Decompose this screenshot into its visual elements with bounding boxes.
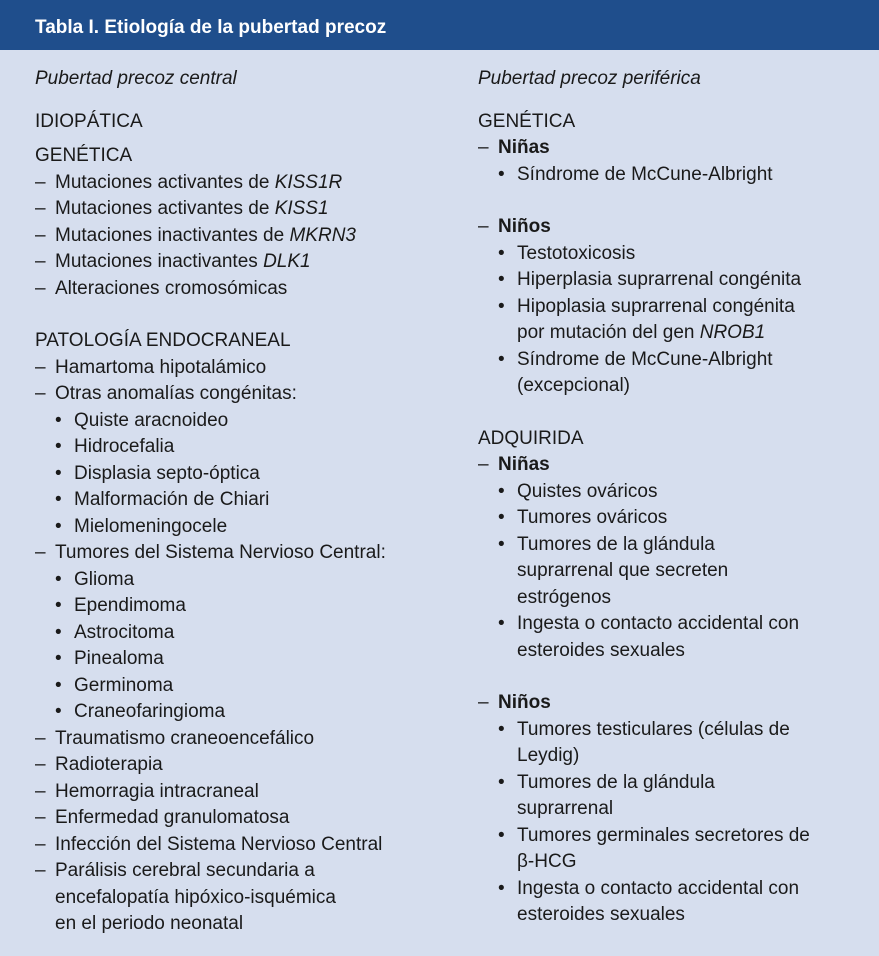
sub-list-item xyxy=(55,461,455,488)
item-text: Ependimoma xyxy=(74,595,186,616)
endocraneal-heading: PATOLOGÍA ENDOCRANEAL xyxy=(35,330,291,351)
sub-list-item xyxy=(55,646,455,673)
list-item xyxy=(35,752,455,779)
sub-list-item xyxy=(55,514,455,541)
bullet-mark: • xyxy=(498,771,505,793)
item-text-line: Ingesta o contacto accidental con xyxy=(517,877,800,899)
sub-list-item xyxy=(498,823,873,876)
list-item xyxy=(35,779,455,806)
dash-mark: – xyxy=(35,224,46,246)
item-text: Tumores del Sistema Nervioso Central: xyxy=(55,542,386,563)
item-text: Traumatismo craneoencefálico xyxy=(55,727,315,749)
item-text-line: β-HCG xyxy=(517,851,577,872)
sub-list-item xyxy=(55,699,455,726)
item-text-line: Síndrome de McCune-Albright xyxy=(517,348,773,370)
periferica-heading: Pubertad precoz periférica xyxy=(478,68,701,89)
item-text-line: en el periodo neonatal xyxy=(55,913,244,934)
item-text: Hidrocefalia xyxy=(74,436,175,457)
sub-list-item xyxy=(498,294,873,347)
endocraneal-list xyxy=(35,355,455,938)
bullet-mark: • xyxy=(55,648,62,669)
dash-mark: – xyxy=(35,251,46,272)
dash-mark: – xyxy=(35,780,46,802)
anomalias-sublist xyxy=(35,408,455,541)
list-item xyxy=(35,540,455,567)
item-text-line: suprarrenal que secreten xyxy=(517,560,729,581)
item-text: Astrocitoma xyxy=(74,621,175,643)
dash-mark: – xyxy=(35,383,46,404)
item-text-line: estrógenos xyxy=(517,586,612,608)
sub-list-item xyxy=(55,408,455,435)
genetica-ninos-sublist xyxy=(478,241,873,400)
item-text-line: Tumores ováricos xyxy=(517,507,668,528)
adquirida-ninas-sublist xyxy=(478,479,873,665)
item-text: Síndrome de McCune-Albright xyxy=(517,163,773,185)
sub-list-item xyxy=(55,620,455,647)
group-ninas xyxy=(478,135,873,162)
list-item xyxy=(35,726,455,753)
genetica-heading: GENÉTICA xyxy=(478,110,576,132)
sub-list-item xyxy=(498,479,873,506)
list-item xyxy=(35,196,455,223)
group-label: Niños xyxy=(498,216,551,237)
dash-mark: – xyxy=(35,727,46,749)
bullet-mark: • xyxy=(55,436,62,457)
item-text: Mutaciones activantes de xyxy=(55,198,275,219)
item-text-line: Tumores de la glándula xyxy=(517,533,715,555)
item-text: Mutaciones activantes de xyxy=(55,171,275,193)
bullet-mark: • xyxy=(498,533,505,555)
item-text: Pinealoma xyxy=(74,648,164,669)
periferica-column xyxy=(478,66,873,929)
dash-mark: – xyxy=(35,542,46,563)
item-text-line: suprarrenal xyxy=(517,798,614,819)
table-title: Tabla I. Etiología de la pubertad precoz xyxy=(0,0,879,50)
item-text-line: Ingesta o contacto accidental con xyxy=(517,613,800,634)
dash-mark: – xyxy=(35,833,46,855)
sub-list-item xyxy=(498,505,873,532)
item-text: Hamartoma hipotalámico xyxy=(55,356,267,378)
item-text-line: esteroides sexuales xyxy=(517,639,685,661)
adquirida-heading: ADQUIRIDA xyxy=(478,427,584,449)
bullet-mark: • xyxy=(498,295,505,317)
list-item xyxy=(35,805,455,832)
item-text-line: esteroides sexuales xyxy=(517,904,685,925)
sub-list-item xyxy=(498,611,873,664)
gene-name: KISS1 xyxy=(274,198,329,219)
bullet-mark: • xyxy=(55,409,62,431)
bullet-mark: • xyxy=(55,515,62,537)
sub-list-item xyxy=(498,267,873,294)
item-text: Hemorragia intracraneal xyxy=(55,780,259,802)
dash-mark: – xyxy=(478,454,489,475)
bullet-mark: • xyxy=(498,877,505,899)
genetica-heading: GENÉTICA xyxy=(35,145,133,166)
item-text-line: por mutación del gen xyxy=(517,322,700,343)
bullet-mark: • xyxy=(55,701,62,722)
bullet-mark: • xyxy=(498,613,505,634)
dash-mark: – xyxy=(35,807,46,828)
dash-mark: – xyxy=(35,356,46,378)
list-item xyxy=(35,381,455,408)
item-text: Displasia septo-óptica xyxy=(74,462,260,484)
dash-mark: – xyxy=(35,171,46,193)
bullet-mark: • xyxy=(55,595,62,616)
item-text: Hiperplasia suprarrenal congénita xyxy=(517,269,802,290)
bullet-mark: • xyxy=(498,348,505,370)
item-text-line: Leydig) xyxy=(517,745,580,766)
dash-mark: – xyxy=(478,137,489,158)
sub-list-item xyxy=(498,241,873,268)
item-text-line: Quistes ováricos xyxy=(517,480,658,502)
group-label: Niñas xyxy=(498,454,550,475)
group-ninos xyxy=(478,690,873,717)
genetica-list xyxy=(35,170,455,303)
list-item xyxy=(35,276,455,303)
sub-list-item xyxy=(55,673,455,700)
sub-list-item xyxy=(498,770,873,823)
list-item xyxy=(35,223,455,250)
group-ninos xyxy=(478,214,873,241)
list-item xyxy=(35,858,455,938)
sub-list-item xyxy=(55,487,455,514)
gene-name: MKRN3 xyxy=(289,224,356,246)
sub-list-item xyxy=(55,434,455,461)
item-text: Quiste aracnoideo xyxy=(74,409,229,431)
bullet-mark: • xyxy=(55,462,62,484)
item-text: Enfermedad granulomatosa xyxy=(55,807,290,828)
dash-mark: – xyxy=(35,198,46,219)
item-text: Infección del Sistema Nervioso Central xyxy=(55,833,383,855)
sub-list-item xyxy=(498,876,873,929)
central-heading: Pubertad precoz central xyxy=(35,68,237,89)
dash-mark: – xyxy=(35,860,46,881)
bullet-mark: • xyxy=(55,621,62,643)
item-text: Radioterapia xyxy=(55,754,163,775)
gene-name: DLK1 xyxy=(263,251,311,272)
item-text: Germinoma xyxy=(74,674,174,696)
tumores-sublist xyxy=(35,567,455,726)
sub-list-item xyxy=(498,347,873,400)
bullet-mark: • xyxy=(498,480,505,502)
item-text-line: (excepcional) xyxy=(517,375,630,396)
sub-list-item xyxy=(55,593,455,620)
bullet-mark: • xyxy=(498,163,505,185)
bullet-mark: • xyxy=(498,242,505,264)
list-item xyxy=(35,170,455,197)
group-label: Niños xyxy=(498,692,551,713)
item-text-line: Tumores germinales secretores de xyxy=(517,824,810,846)
item-text: Otras anomalías congénitas: xyxy=(55,383,297,404)
item-text-line: Parálisis cerebral secundaria a xyxy=(55,860,315,881)
sub-list-item xyxy=(498,162,873,189)
bullet-mark: • xyxy=(498,269,505,290)
bullet-mark: • xyxy=(498,718,505,740)
dash-mark: – xyxy=(478,216,489,237)
item-text-line: Tumores testiculares (células de xyxy=(517,718,790,740)
dash-mark: – xyxy=(35,277,46,299)
group-label: Niñas xyxy=(498,137,550,158)
item-text-line: Hipoplasia suprarrenal congénita xyxy=(517,295,795,317)
item-text: Craneofaringioma xyxy=(74,701,226,722)
dash-mark: – xyxy=(35,754,46,775)
item-text: Malformación de Chiari xyxy=(74,489,270,510)
sub-list-item xyxy=(498,532,873,612)
idiopatica-heading: IDIOPÁTICA xyxy=(35,110,143,132)
item-text: Mutaciones inactivantes de xyxy=(55,224,290,246)
list-item xyxy=(35,832,455,859)
gene-name: NROB1 xyxy=(699,322,766,343)
bullet-mark: • xyxy=(55,674,62,696)
item-text: Mielomeningocele xyxy=(74,515,228,537)
item-text: Testotoxicosis xyxy=(517,242,636,264)
item-text: Mutaciones inactivantes xyxy=(55,251,264,272)
item-text-line: Tumores de la glándula xyxy=(517,771,715,793)
group-ninas xyxy=(478,452,873,479)
bullet-mark: • xyxy=(55,489,62,510)
list-item xyxy=(35,249,455,276)
item-text-line: encefalopatía hipóxico-isquémica xyxy=(55,886,336,908)
genetica-ninas-sublist xyxy=(478,162,873,189)
item-text: Alteraciones cromosómicas xyxy=(55,277,288,299)
item-text: Glioma xyxy=(74,568,135,590)
bullet-mark: • xyxy=(55,568,62,590)
bullet-mark: • xyxy=(498,507,505,528)
dash-mark: – xyxy=(478,692,489,713)
sub-list-item xyxy=(55,567,455,594)
list-item xyxy=(35,355,455,382)
gene-name: KISS1R xyxy=(274,171,343,193)
adquirida-ninos-sublist xyxy=(478,717,873,929)
central-column xyxy=(35,66,455,938)
bullet-mark: • xyxy=(498,824,505,846)
sub-list-item xyxy=(498,717,873,770)
